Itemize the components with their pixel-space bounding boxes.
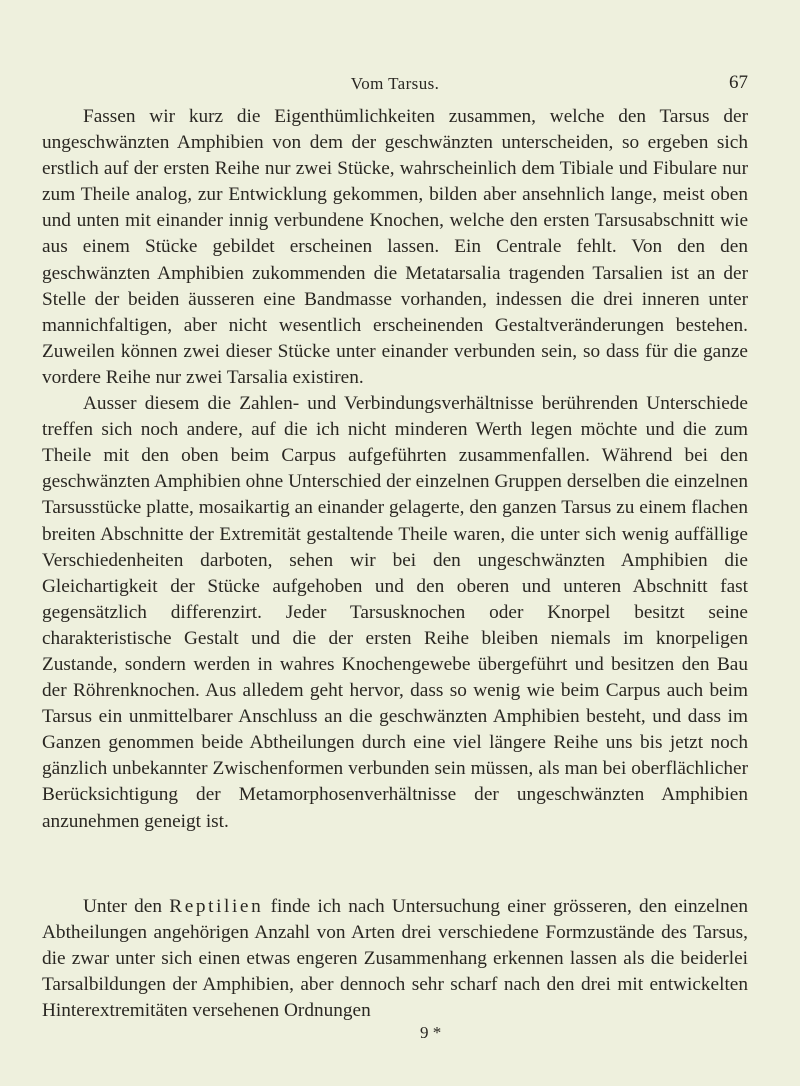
paragraph-3	[42, 894, 748, 1024]
text-section-amphibien	[42, 104, 748, 835]
page-number: 67	[729, 72, 748, 93]
page-header	[42, 74, 748, 102]
running-title: Vom Tarsus.	[350, 74, 440, 93]
paragraph-2: Ausser diesem die Zahlen- und Verbindungsverhältnisse berührenden Unterschiede treffen sich noch andere, auf die ich nicht minderen Werth legen möchte und die zum Theile mit den oben beim Carpus aufgeführten zusammenfallen. Während bei den geschwänzten Amphibien ohne Unterschied der einzelnen Gruppen derselben die einzelnen Tarsusstücke platte, mosaikartig an einander gelagerte, den ganzen Tarsus zu einem flachen breiten Abschnitte der Extremität gestaltende Theile waren, die unter sich wenig auffällige Verschiedenheiten darboten, sehen wir bei den ungeschwänzten Amphibien die Gleichartigkeit der Stücke aufgehoben und den oberen und unteren Abschnitt fast gegensätzlich differenzirt. Jeder Tarsusknochen oder Knorpel besitzt seine charakteristische Gestalt und die der ersten Reihe bleiben niemals im knorpeligen Zustande, sondern werden in wahres Knochengewebe übergeführt und besitzen den Bau der Röhrenknochen. Aus alledem geht hervor, dass so wenig wie beim Carpus auch beim Tarsus ein unmittelbarer Anschluss an die geschwänzten Amphibien besteht, und dass im Ganzen genommen beide Abtheilungen durch eine viel längere Reihe uns bis jetzt noch gänzlich unbekannter Zwischenformen verbunden sein müssen, als man bei oberflächlicher Berücksichtigung der Metamorphosenverhältnisse der ungeschwänzten Amphibien anzunehmen geneigt ist.	[42, 393, 748, 832]
signature-mark: 9 *	[420, 1023, 442, 1042]
paragraph-3-text: finde ich nach Untersuchung einer grösseren, den einzelnen Abtheilungen angehörigen Anzahl von Arten drei verschiedene Formzustände des Tarsus, die zwar unter sich einen etwas engeren Zusammenhang erkennen lassen als die beiderlei Tarsalbildungen der Amphibien, aber dennoch sehr scharf nach den drei mit entwickelten Hinterextremitäten versehenen Ordnungen	[42, 896, 748, 1022]
paragraph-1: Fassen wir kurz die Eigenthümlichkeiten zusammen, welche den Tarsus der ungeschwänzten Amphibien von dem der geschwänzten unterscheiden, so ergeben sich erstlich auf der ersten Reihe nur zwei Stücke, wahrscheinlich dem Tibiale und Fibulare nur zum Theile analog, zur Entwicklung gekommen, bilden aber ansehnlich lange, meist oben und unten mit einander innig verbundene Knochen, welche den ersten Tarsusabschnitt wie aus einem Stücke gebildet erscheinen lassen. Ein Centrale fehlt. Von den den geschwänzten Amphibien zukommenden die Metatarsalia tragenden Tarsalien ist an der Stelle der beiden äusseren eine Bandmasse vorhanden, indessen die drei inneren unter mannichfaltigen, aber nicht wesentlich erscheinenden Gestaltveränderungen bestehen. Zuweilen können zwei dieser Stücke unter einander verbunden sein, so dass für die ganze vordere Reihe nur zwei Tarsalia existiren.	[42, 106, 748, 388]
term-reptilien: Reptilien	[169, 896, 264, 917]
paragraph-3-intro: Unter den	[83, 896, 162, 917]
text-section-reptilien	[42, 894, 748, 1024]
